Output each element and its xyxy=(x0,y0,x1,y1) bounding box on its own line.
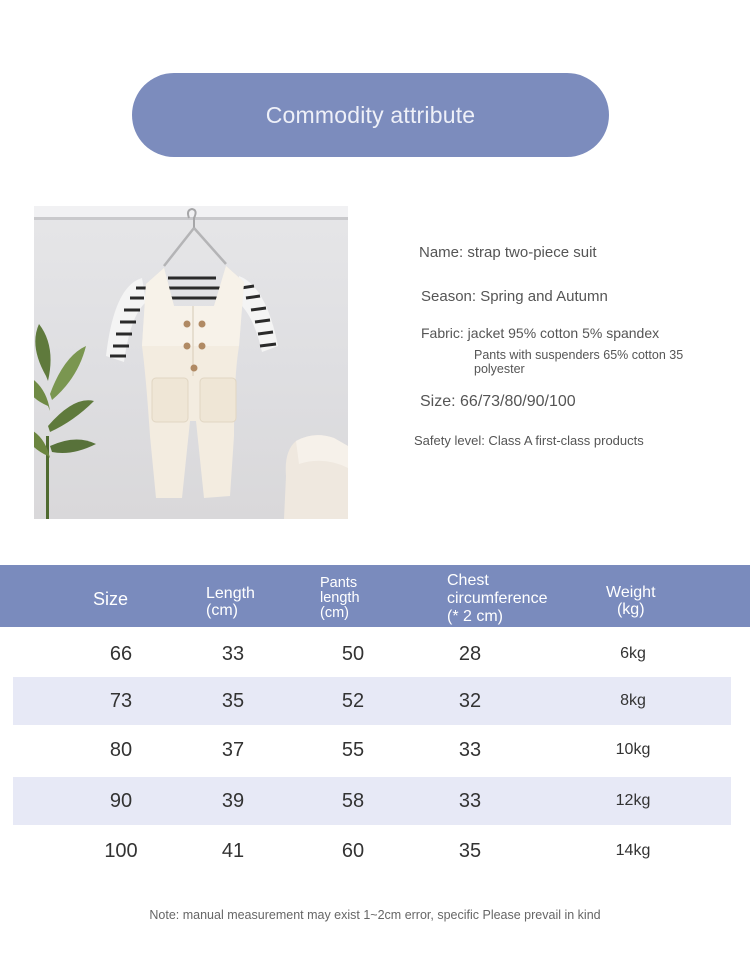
cell-chest: 35 xyxy=(458,840,482,862)
measurement-note: Note: manual measurement may exist 1~2cm error, specific Please prevail in kind xyxy=(149,908,601,922)
banner-title: Commodity attribute xyxy=(265,101,476,128)
table-row xyxy=(13,777,731,825)
cell-size: 66 xyxy=(109,643,133,665)
cell-weight: 8kg xyxy=(620,692,646,709)
table-row xyxy=(13,677,731,725)
attribute-fabric-pants: Pants with suspenders 65% cotton 35 polyester xyxy=(474,348,684,376)
cell-chest: 33 xyxy=(458,739,482,761)
table-row xyxy=(13,726,731,774)
header-chest-circumference xyxy=(447,572,547,626)
cell-length: 37 xyxy=(221,739,245,761)
cell-weight: 10kg xyxy=(615,741,651,758)
cell-pants-length: 60 xyxy=(341,840,365,862)
table-row xyxy=(13,827,731,875)
header-size: Size xyxy=(93,589,129,609)
header-chest-line3: (* 2 cm) xyxy=(447,608,503,625)
attribute-season: Season: Spring and Autumn xyxy=(421,288,608,305)
cell-pants-length: 58 xyxy=(341,790,365,812)
cell-weight: 12kg xyxy=(615,792,651,809)
header-weight-line2: (kg) xyxy=(616,601,645,618)
attribute-size: Size: 66/73/80/90/100 xyxy=(420,393,576,410)
cell-length: 35 xyxy=(221,690,245,712)
header-weight xyxy=(606,584,656,618)
cell-length: 39 xyxy=(221,790,245,812)
cell-size: 80 xyxy=(109,739,133,761)
cell-size: 100 xyxy=(104,840,138,862)
attribute-fabric: Fabric: jacket 95% cotton 5% spandex xyxy=(421,325,660,341)
cell-chest: 28 xyxy=(458,643,482,665)
size-table-header xyxy=(0,565,750,627)
header-weight-line1: Weight xyxy=(606,584,656,601)
attribute-safety-level: Safety level: Class A first-class products xyxy=(414,433,644,448)
cell-size: 73 xyxy=(109,690,133,712)
cell-weight: 6kg xyxy=(620,645,646,662)
cell-length: 41 xyxy=(221,840,245,862)
cell-pants-length: 52 xyxy=(341,690,365,712)
cell-weight: 14kg xyxy=(615,842,651,859)
header-length-line1: Length xyxy=(206,585,255,602)
attribute-name: Name: strap two-piece suit xyxy=(419,244,597,261)
cell-pants-length: 50 xyxy=(341,643,365,665)
cell-pants-length: 55 xyxy=(341,739,365,761)
header-chest-line1: Chest xyxy=(447,572,489,589)
header-length-line2: (cm) xyxy=(206,602,238,619)
cell-chest: 32 xyxy=(458,690,482,712)
table-row xyxy=(13,630,731,678)
cell-chest: 33 xyxy=(458,790,482,812)
header-pants-line3: (cm) xyxy=(320,605,349,621)
header-length xyxy=(206,585,255,619)
cell-size: 90 xyxy=(109,790,133,812)
header-chest-line2: circumference xyxy=(447,590,548,607)
cell-length: 33 xyxy=(221,643,245,665)
header-pants-line2: length xyxy=(320,590,360,606)
header-pants-line1: Pants xyxy=(320,575,358,591)
header-pants-length xyxy=(320,576,360,621)
